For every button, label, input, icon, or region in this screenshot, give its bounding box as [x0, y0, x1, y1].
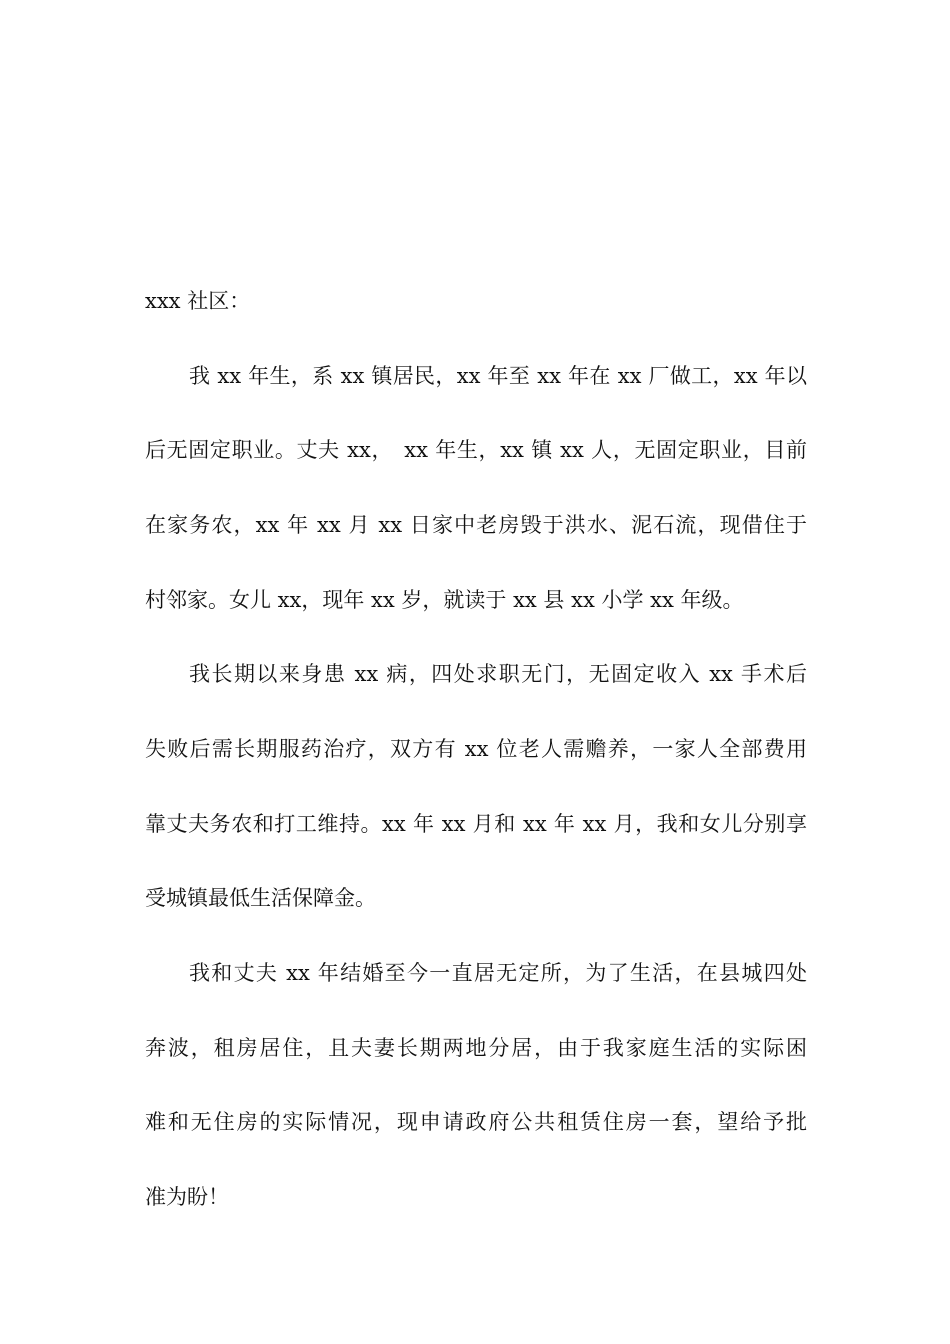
paragraph-3-line-3: 难和无住房的实际情况，现申请政府公共租赁住房一套，望给予批 [145, 1110, 807, 1134]
paragraph-2-line-3: 靠丈夫务农和打工维持。xx 年 xx 月和 xx 年 xx 月，我和女儿分别享 [145, 812, 807, 836]
paragraph-1-line-4: 村邻家。女儿 xx，现年 xx 岁，就读于 xx 县 xx 小学 xx 年级。 [145, 588, 744, 612]
paragraph-3-line-1: 我和丈夫 xx 年结婚至今一直居无定所，为了生活，在县城四处 [189, 961, 807, 985]
salutation: xxx 社区： [145, 289, 251, 313]
paragraph-2-line-2: 失败后需长期服药治疗，双方有 xx 位老人需赡养，一家人全部费用 [145, 737, 807, 761]
paragraph-3-line-2: 奔波，租房居住，且夫妻长期两地分居，由于我家庭生活的实际困 [145, 1036, 807, 1060]
paragraph-1-line-2: 后无固定职业。丈夫 xx， xx 年生，xx 镇 xx 人，无固定职业，目前 [145, 438, 807, 462]
paragraph-1-line-1: 我 xx 年生，系 xx 镇居民，xx 年至 xx 年在 xx 厂做工，xx 年以 [189, 364, 807, 388]
paragraph-1-line-3: 在家务农，xx 年 xx 月 xx 日家中老房毁于洪水、泥石流，现借住于 [145, 513, 807, 537]
paragraph-3-line-4: 准为盼！ [145, 1185, 229, 1209]
paragraph-2-line-1: 我长期以来身患 xx 病，四处求职无门，无固定收入 xx 手术后 [189, 662, 807, 686]
paragraph-2-line-4: 受城镇最低生活保障金。 [145, 886, 376, 910]
